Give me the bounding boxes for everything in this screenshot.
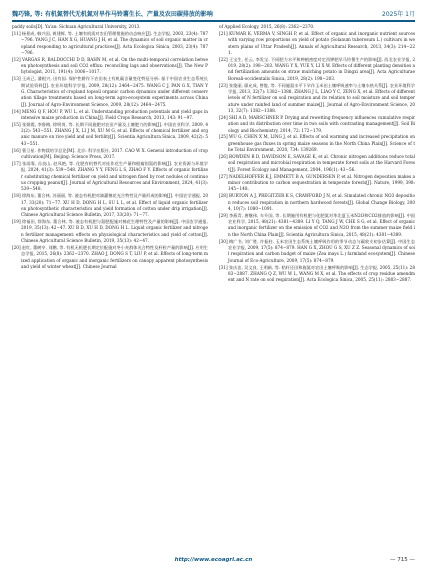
reference-item: [24] SHI A D, MARSCHNER P. Drying and rewetting frequency influences cumulative respiration and its distribution over time in two soils with contrasting management[J]. Soil Biology and Biochemistry, 2014, 72: 172−179. bbox=[219, 114, 415, 133]
left-column bbox=[12, 24, 208, 544]
reference-item: [12] VARGAS R, BALDOCCHI D D, BAHN M, et al. On the multi-temporal correlation between photosynthesis and soil CO2 efflux: reconciling lags and observations[J]. The New Phytologist, 2011, 191(4): 1006−1017. bbox=[12, 56, 208, 75]
reference-item: [16] 曹卫星. 作物栽培学总论[M]. 北京: 科学出版社, 2017. CAO W X. General introduction of crop cultivation[M]. Beijing: Science Press, 2017. bbox=[12, 147, 208, 160]
reference-item: [29] 李燕青, 唐继伟, 车升国, 等. 长期施用有机肥与化肥氮对华北夏玉米N2O和CO2排放的影响[J]. 中国农业科学, 2015, 48(21): 4381−4389. LI Y Q, TANG J W, CHE S G, et al. Effect of organic and inorganic fertilizer on the emission of CO2 and N2O from the summer maize field in the North China Plain[J]. Scientia Agricultura Sinica, 2015, 48(21): 4381−4389. bbox=[219, 212, 415, 237]
reference-item: [11] 杨景成, 韩兴国, 黄建辉, 等. 土壤有机质对农田管理措施的动态响应[J]. 生态学报, 2003, 23(4): 787−796. YANG J C, HAN X G, HUANG J H, et al. The dynamics of soil organic matter in cropland responding to agricultural practices[J]. Acta Ecologica Sinica, 2003, 23(4): 787−796. bbox=[12, 30, 208, 55]
reference-item: of Applied Ecology, 2015, 26(8): 2362−2370. bbox=[219, 24, 315, 29]
reference-item: [23] 张俊丽, 廖允成, 曾俊, 等. 不同施氮水平下旱作玉米田土壤呼吸速率与土壤水热关系[J]. 农业环境科学学报, 2013, 32(7): 1382−1388. ZHANG J L, LIAO Y C, ZENG X, et al. Effects of different levels of N fertilizer on soil respiration and its relation to soil moisture and soil temperature under rainfed land of summer maize[J]. Journal of Agro-Environment Science, 2013, 32(7): 1382−1388. bbox=[219, 82, 415, 113]
reference-item: [25] WU G, CHEN X M, LING J, et al. Effects of soil warming and increased precipitation on greenhouse gas fluxes in spring maize seasons in the North China Plain[J]. Science of the Total Environment, 2020, 734: 139269. bbox=[219, 134, 415, 153]
reference-item: [19] 徐福田, 徐海东, 董合林, 等. 液态有机肥与氮肥配施对棉花生理特性及产量的影响[J]. 中国农学通报, 2019, 35(13): 42−47. XU B D, XU H D, DONG H L. Liquid organic fertilizer and nitrogen fertilizer management: effects on physiological characteristics and yield of cotton[J]. Chinese Agricultural Science Bulletin, 2019, 35(13): 42−47. bbox=[12, 219, 208, 243]
reference-item: [20] 赵红, 董树亭, 刘鹏, 等. 有机无机肥长期定位配施对冬小麦群体光合特性及籽粒产量的影响[J]. 应用生态学报, 2015, 26(8): 2362−2370. ZHAO J, DONG S T, LIU P, et al. Effects of long-term mixed application of organic and inorganic fertilizers on canopy apparent photosynthesis and yield of winter wheat[J]. Chinese Journal bbox=[12, 244, 208, 269]
reference-item: [21] KUMAR K, VERMA V, SINGH P, et al. Effect of organic and inorganic nutrient sources with varying row proportions on yield of potato (Solanum tuberosum L.) cultivars in western plains of Uttar Pradesh[J]. Annals of Agricultural Research, 2013, 34(3): 214−221. bbox=[219, 30, 415, 55]
reference-item: paddy soils[D]. Ya'an: Sichuan Agricultural University, 2013. bbox=[12, 24, 141, 29]
reference-item: [18] 徐海东, 董合林, 苏丽丽, 等. 液态有机肥对滴灌棉花光合特性及产量形成的影响[J]. 中国农学通报, 2017, 33(20): 71−77. XU H D, DONG H L, SU L L, et al. Effect of liquid organic fertilizer on photosynthetic characteristics and yield formation of cotton under drip irrigation[J]. Chinese Agricultural Science Bulletin, 2017, 33(20): 71−77. bbox=[12, 193, 208, 218]
reference-item: [13] 王成己, 潘根兴, 田有国. 保护性耕作下农田表土有机碳含量变化特征分析: 基于中国农业生态系统长期试验资料[J]. 农业环境科学学报, 2009, 28(12): 2464−2475. WANG C J, PAN G X, TIAN Y G. Characteristics of cropland topsoil organic carbon dynamics under different conservation tillage treatments based on long-term agro-ecosystem experiments across China[J]. Journal of Agro-Environment Science, 2009, 28(12): 2464−2475. bbox=[12, 76, 208, 107]
right-column bbox=[219, 24, 415, 544]
reference-item: [15] 张娟霞, 李鲁梅, 徐明岗, 等. 长期不同施肥对农田产量及土壤肥力的影响[J]. 中国农业科学, 2009, 42(2): 543−551. ZHANG J X, LI J M, XU M G, et al. Effects of chemical fertilizer and organic manure on rice yield and soil fertility[J]. Scientia Agricultura Sinica, 2009, 42(2): 543−551. bbox=[12, 121, 208, 146]
page-number: — 715 — bbox=[390, 557, 415, 563]
journal-url-link[interactable]: http://www.ecoagri.ac.cn bbox=[174, 557, 253, 563]
reference-item: [30] 梅广书, 刘广胜, 许振柱. 玉米农田生态系统土壤呼吸作用的季节动态与碳收支初步估算[J]. 中国生态农业学报, 2009, 17(5): 874−879. HAN G X, ZHOU G S, XU Z Z. Seasonal dynamics of soil respiration and carbon budget of maize (Zea mays L.) farmland ecosystem[J]. Chinese Journal of Eco-Agriculture, 2009, 17(5): 874−879. bbox=[219, 238, 415, 263]
article-running-title: 魏巧锋, 等: 有机氮替代无机氮对旱作马铃薯生长、产量及农田碳排放的影响 bbox=[12, 10, 213, 18]
running-header bbox=[12, 6, 415, 20]
reference-item: [26] BOWDEN R D, DAVIDSON E, SAVAGE K, et al. Chronic nitrogen additions reduce total soil respiration and microbial respiration in temperate forest soils at the Harvard Forest[J]. Forest Ecology and Management, 2004, 196(1): 43−56. bbox=[219, 154, 415, 172]
reference-item: [22] 王宝生, 任云, 李发宝. 不同肥力水平和种植密度对定西钾肥旱马铃薯生产的影响[J]. 西北农业学报, 2019, 28(2): 198−203. WANG Y X, YUE Y, LI X W. Effects of different planting densities and fertilization amounts on straw mulching potato in Dingxi area[J]. Acta Agriculturae Boreali-occidentalis Sinica, 2019, 28(2): 198−203. bbox=[219, 56, 415, 81]
reference-item: [14] MENG Q F, HOU P, WU L, et al. Understanding production potentials and yield gaps in intensive maize production in China[J]. Field Crops Research, 2013, 143: 91−97. bbox=[12, 108, 208, 120]
journal-date: 2025年 1月 bbox=[382, 10, 415, 18]
reference-item: [28] BURTON A J, PREGITZER K S, CRAWFORD J N, et al. Simulated chronic NO3 deposition reduces soil respiration in northern hardwood forests[J]. Global Change Biology, 2004, 10(7): 1080−1091. bbox=[219, 193, 415, 211]
page-footer bbox=[12, 557, 415, 567]
header-rule bbox=[12, 20, 415, 22]
reference-item: [31] 张庆忠, 吴文良, 王明新, 等. 秸秆还田和施氮对农田土壤呼吸的影响[J]. 生态学报, 2005, 25(11): 2883−2887. ZHANG Q Z, WU W L, WANG M X, et al. The effects of crop residue amendment and N rate on soil respiration[J]. Acta Ecologica Sinica, 2005, 25(11): 2883−2887. bbox=[219, 264, 415, 283]
reference-item: [27] NADELHOFFER K J, EMMETT B A, GUNDERSEN P, et al. Nitrogen deposition makes a minor contribution to carbon sequestration in temperate forests[J]. Nature, 1999, 398: 145−148. bbox=[219, 173, 415, 192]
references-section bbox=[12, 24, 415, 544]
reference-item: [17] 张雨霏, 冯良山, 赵凤艳, 等. 化肥有机替代对连作花生产量和根瘤固氮的影响[J]. 农业资源与环境学报, 2024, 41(3): 539−548. ZHANG Y Y, FENG L S, ZHAO F Y. Effects of organic fertilizer substituting chemical fertilizer on yield and nitrogen fixed by root nodules of continuous cropping peanut[J]. Journal of Agricultural Resources and Environment, 2024, 41(3): 539−548. bbox=[12, 161, 208, 192]
